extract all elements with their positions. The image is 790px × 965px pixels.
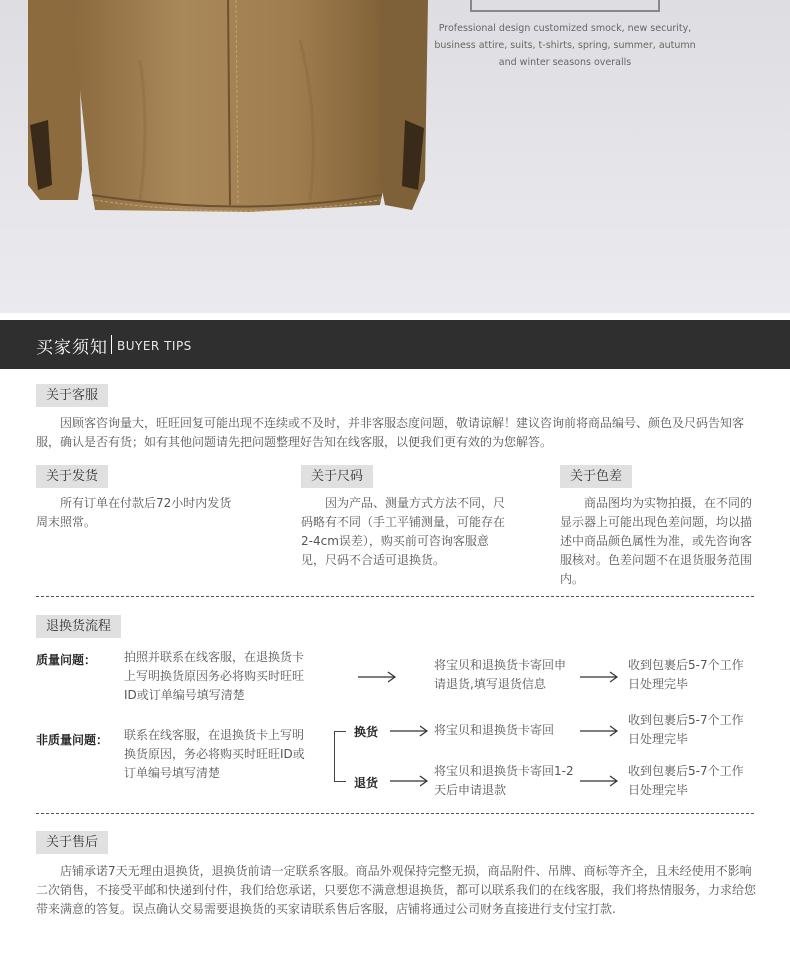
shipping-text: 所有订单在付款后72小时内发货周末照常。 <box>36 496 232 529</box>
exchange-step3: 收到包裹后5-7个工作日处理完毕 <box>628 713 744 746</box>
non-quality-issue-label: 非质量问题： <box>36 733 109 747</box>
exchange-step2: 将宝贝和退换货卡寄回 <box>434 723 555 737</box>
tag-customer-service: 关于客服 <box>36 384 108 407</box>
arrow-right-icon <box>580 671 620 683</box>
arrow-right-icon <box>580 775 620 787</box>
divider-2 <box>36 813 754 814</box>
tag-shipping: 关于发货 <box>36 465 108 488</box>
branch-bracket <box>334 731 335 781</box>
tag-returns: 退换货流程 <box>36 615 121 638</box>
refund-label: 退货 <box>354 776 379 790</box>
caption-frame <box>470 0 660 12</box>
tag-color: 关于色差 <box>560 465 632 488</box>
divider-1 <box>36 596 754 597</box>
refund-step2: 将宝贝和退换货卡寄回1-2天后申请退款 <box>434 764 574 797</box>
product-photo-banner <box>0 0 790 313</box>
quality-issue-label: 质量问题： <box>36 653 97 667</box>
quality-step3: 收到包裹后5-7个工作日处理完毕 <box>628 658 744 691</box>
exchange-label: 换货 <box>354 725 379 739</box>
quality-step1: 拍照并联系在线客服，在退换货卡上写明换货原因务必将购买时旺旺ID或订单编号填写清楚 <box>124 650 305 702</box>
header-title-en: BUYER TIPS <box>117 339 192 353</box>
header-divider <box>111 335 112 354</box>
after-sales-text: 店铺承诺7天无理由退换货，退换货前请一定联系客服。商品外观保持完整无损，商品附件、吊牌、商标等齐全，且未经使用不影响二次销售，不接受平邮和快递到付件，我们给您承诺，只要您不满意想退换货，都可以联系我们的在线客服，我们将热情服务，力求给您带来满意的答复。误点确认交易需要退换货的买家请联系售后客服，店铺将通过公司财务直接进行支付宝打款. <box>36 864 757 916</box>
tag-after-sales: 关于售后 <box>36 831 108 854</box>
branch-tick-refund <box>334 781 346 782</box>
arrow-right-icon <box>358 671 398 683</box>
size-text: 因为产品、测量方式方法不同，尺码略有不同（手工平铺测量，可能存在2-4cm误差），购买前可咨询客服意见，尺码不合适可退换货。 <box>301 496 506 567</box>
banner-caption: Professional design customized smock, new security, business attire, suits, t-shirts, spring, summer, autumn and winter seasons overalls <box>434 23 696 68</box>
buyer-tips-header <box>0 320 790 369</box>
tag-size: 关于尺码 <box>301 465 373 488</box>
header-title-cn: 买家须知 <box>36 338 108 358</box>
branch-tick-exchange <box>334 731 346 732</box>
arrow-right-icon <box>390 725 430 737</box>
arrow-right-icon <box>390 775 430 787</box>
refund-step3: 收到包裹后5-7个工作日处理完毕 <box>628 764 744 797</box>
non-quality-step1: 联系在线客服，在退换货卡上写明换货原因，务必将购买时旺旺ID或订单编号填写清楚 <box>124 728 305 780</box>
arrow-right-icon <box>580 725 620 737</box>
quality-step2: 将宝贝和退换货卡寄回申请退货,填写退货信息 <box>434 658 567 691</box>
color-text: 商品图均为实物拍摄，在不同的显示器上可能出现色差问题，均以描述中商品颜色属性为准，或先咨询客服核对。色差问题不在退货服务范围内。 <box>560 496 753 586</box>
customer-service-text: 因顾客咨询量大，旺旺回复可能出现不连续或不及时，并非客服态度问题，敬请谅解！建议咨询前将商品编号、颜色及尺码告知客服，确认是否有货；如有其他问题请先把问题整理好告知在线客服，以便我们更有效的为您解答。 <box>36 416 745 449</box>
